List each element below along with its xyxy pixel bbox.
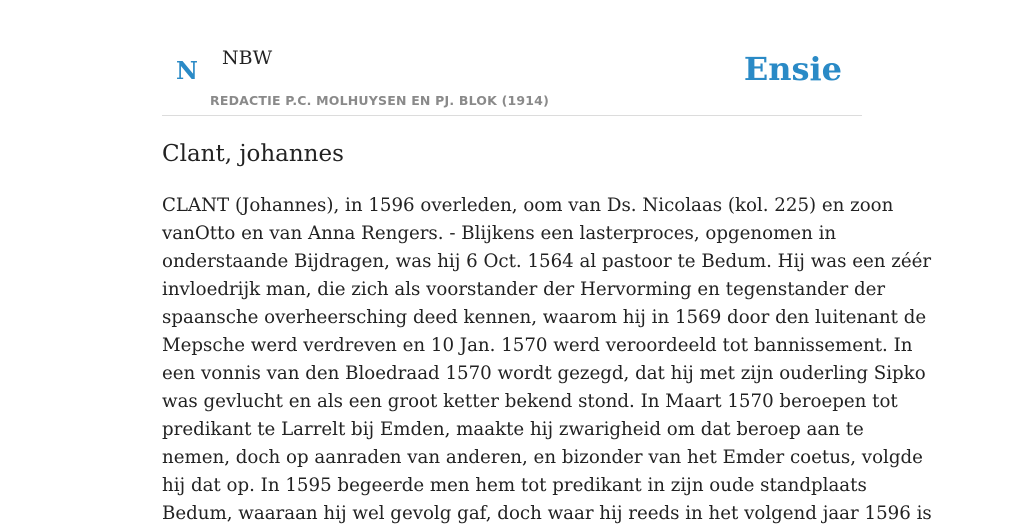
article-line: spaansche overheersching deed kennen, waarom hij in 1569 door den luitenant de <box>162 307 927 328</box>
source-name-link[interactable]: NBW <box>222 47 273 69</box>
article-line: nemen, doch op aanraden van anderen, en bizonder van het Emder coetus, volgde <box>162 447 923 468</box>
editor-credit: REDACTIE P.C. MOLHUYSEN EN PJ. BLOK (1914) <box>210 93 549 108</box>
article-line: een vonnis van den Bloedraad 1570 wordt gezegd, dat hij met zijn ouderling Sipko <box>162 363 926 384</box>
article-line: was gevlucht en als een groot ketter bekend stond. In Maart 1570 beroepen tot <box>162 391 898 412</box>
article-line: vanOtto en van Anna Rengers. - Blijkens een lasterproces, opgenomen in <box>162 223 837 244</box>
article-line: invloedrijk man, die zich als voorstander der Hervorming en tegenstander der <box>162 279 886 300</box>
source-logo[interactable]: N <box>176 56 198 85</box>
article-line: CLANT (Johannes), in 1596 overleden, oom van Ds. Nicolaas (kol. 225) en zoon <box>162 195 894 216</box>
article-line: onderstaande Bijdragen, was hij 6 Oct. 1564 al pastoor te Bedum. Hij was een zéér <box>162 251 932 272</box>
article-line: predikant te Larrelt bij Emden, maakte hij zwarigheid om dat beroep aan te <box>162 419 864 440</box>
article-line: Mepsche werd verdreven en 10 Jan. 1570 werd veroordeeld tot bannissement. In <box>162 335 913 356</box>
article-body <box>162 192 932 528</box>
article-line: hij dat op. In 1595 begeerde men hem tot predikant in zijn oude standplaats <box>162 475 867 496</box>
header <box>162 0 862 116</box>
article-title: Clant, johannes <box>162 141 344 167</box>
ensie-logo[interactable]: Ensie <box>743 50 842 88</box>
article-line: Bedum, waaraan hij wel gevolg gaf, doch waar hij reeds in het volgend jaar 1596 is <box>162 503 932 524</box>
